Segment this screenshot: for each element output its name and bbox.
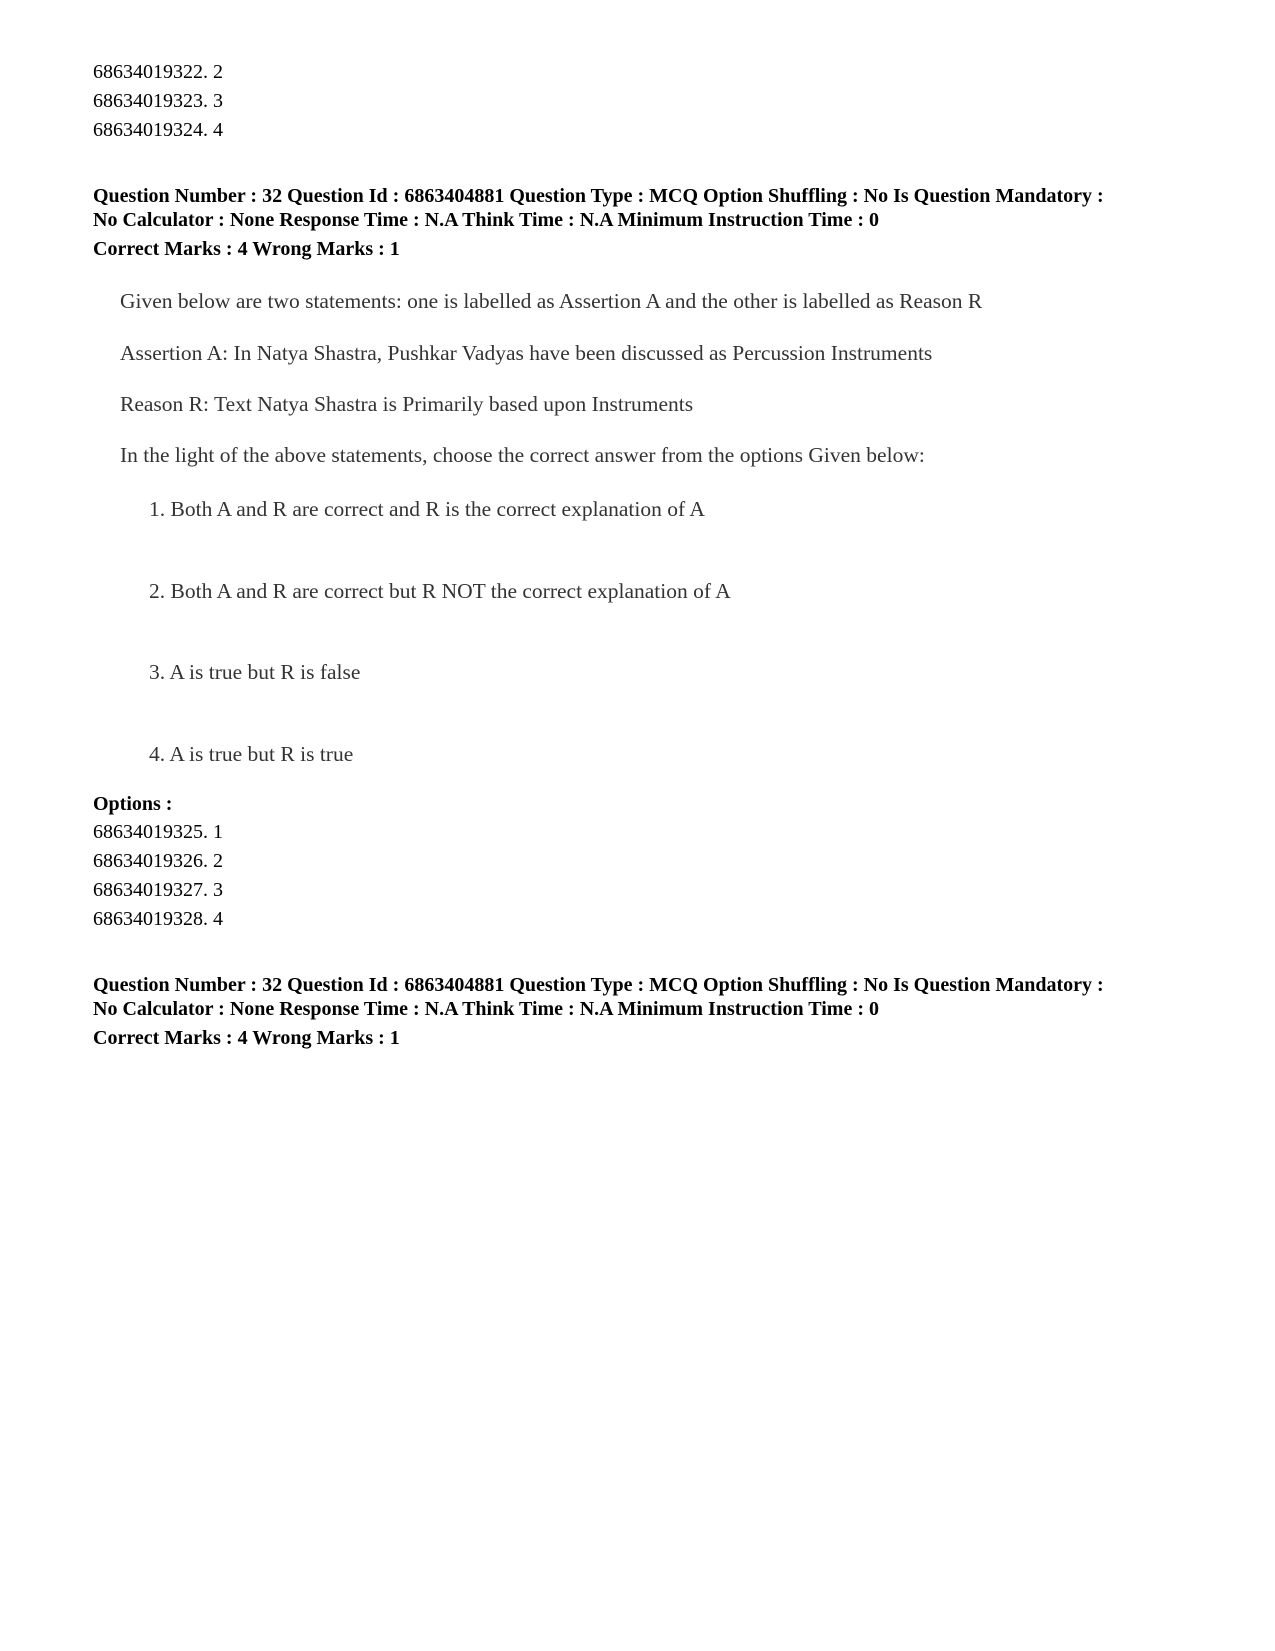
assertion-statement: Assertion A: In Natya Shastra, Pushkar Vadyas have been discussed as Percussion Instruments (120, 341, 933, 365)
question-instruction: In the light of the above statements, choose the correct answer from the options Given below: (120, 443, 925, 467)
question-intro: Given below are two statements: one is labelled as Assertion A and the other is labelled as Reason R (120, 289, 983, 313)
options-heading: Options : (93, 793, 173, 815)
option-line: 68634019323. 3 (93, 90, 223, 112)
answer-choice: 2. Both A and R are correct but R NOT the correct explanation of A (149, 579, 731, 603)
answer-choice: 1. Both A and R are correct and R is the correct explanation of A (149, 497, 705, 521)
question-meta-line: Question Number : 32 Question Id : 6863404881 Question Type : MCQ Option Shuffling : No Is Question Mandatory : (93, 974, 1104, 996)
question-meta-line: No Calculator : None Response Time : N.A Think Time : N.A Minimum Instruction Time : 0 (93, 998, 879, 1020)
option-line: 68634019322. 2 (93, 61, 223, 83)
question-meta-line: Question Number : 32 Question Id : 6863404881 Question Type : MCQ Option Shuffling : No Is Question Mandatory : (93, 185, 1104, 207)
answer-choice: 3. A is true but R is false (149, 660, 361, 684)
question-meta-line: No Calculator : None Response Time : N.A Think Time : N.A Minimum Instruction Time : 0 (93, 209, 879, 231)
question-marks-line: Correct Marks : 4 Wrong Marks : 1 (93, 1027, 400, 1049)
question-marks-line: Correct Marks : 4 Wrong Marks : 1 (93, 238, 400, 260)
answer-choice: 4. A is true but R is true (149, 742, 354, 766)
option-line: 68634019324. 4 (93, 119, 223, 141)
option-line: 68634019325. 1 (93, 821, 223, 843)
reason-statement: Reason R: Text Natya Shastra is Primarily based upon Instruments (120, 392, 694, 416)
option-line: 68634019328. 4 (93, 908, 223, 930)
option-line: 68634019326. 2 (93, 850, 223, 872)
option-line: 68634019327. 3 (93, 879, 223, 901)
